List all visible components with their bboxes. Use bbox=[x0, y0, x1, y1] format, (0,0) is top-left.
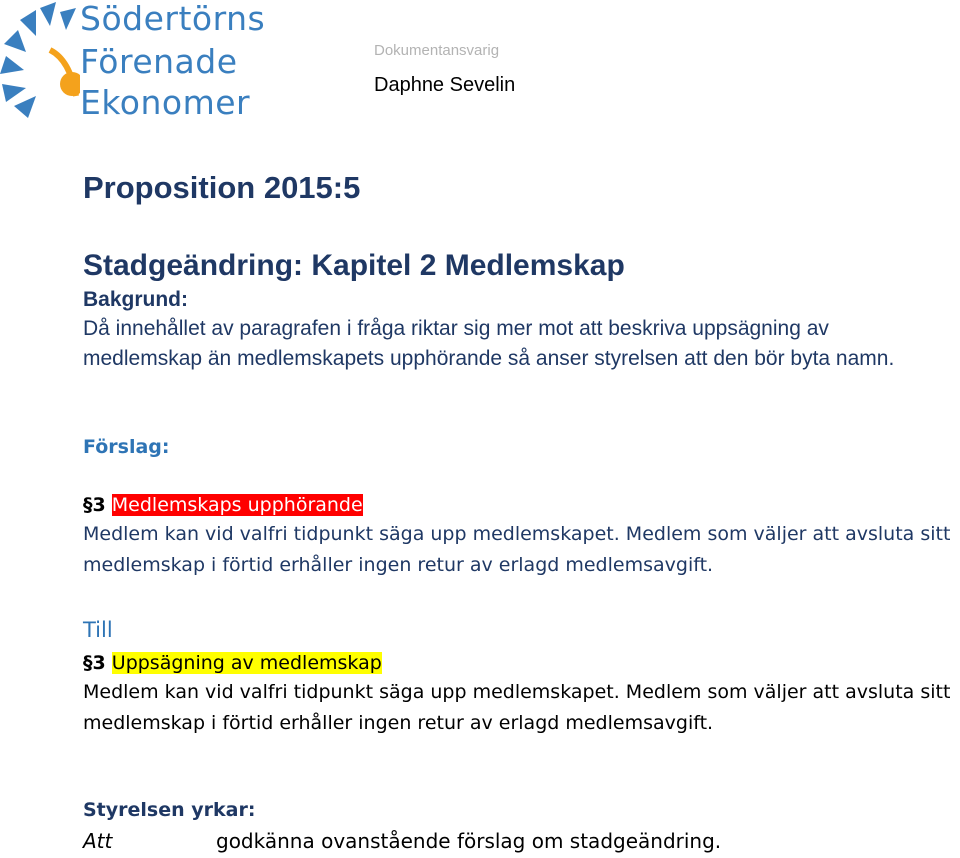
background-heading: Bakgrund: bbox=[83, 288, 188, 311]
background-text: Då innehållet av paragrafen i fråga riktar sig mer mot att beskriva uppsägning av medlemskap än medlemskapets upphörande så anser styrelsen att den bör byta namn. bbox=[83, 317, 895, 370]
resolution-lead: Att bbox=[83, 829, 113, 853]
new-section-title: Uppsägning av medlemskap bbox=[111, 652, 382, 674]
new-section-text: Medlem kan vid valfri tidpunkt säga upp medlemskapet. Medlem som väljer att avsluta sitt medlemskap i förtid erhåller ingen retur av erlagd medlemsavgift. bbox=[83, 681, 951, 734]
document-owner-name: Daphne Sevelin bbox=[374, 74, 516, 96]
till-label: Till bbox=[83, 618, 113, 642]
logo-text-line1: Södertörns bbox=[80, 0, 266, 38]
proposal-heading: Förslag: bbox=[83, 436, 170, 458]
old-section-number: §3 bbox=[83, 494, 106, 516]
board-heading: Styrelsen yrkar: bbox=[83, 799, 256, 821]
old-section-title: Medlemskaps upphörande bbox=[111, 494, 363, 516]
new-section-number: §3 bbox=[83, 652, 106, 674]
document-owner-label: Dokumentansvarig bbox=[374, 42, 500, 59]
resolution-text: godkänna ovanstående förslag om stadgeändring. bbox=[216, 829, 722, 853]
organization-logo bbox=[0, 0, 280, 125]
new-section-heading bbox=[83, 652, 382, 674]
old-section-text: Medlem kan vid valfri tidpunkt säga upp medlemskapet. Medlem som väljer att avsluta sitt medlemskap i förtid erhåller ingen retur av erlagd medlemsavgift. bbox=[83, 523, 951, 576]
sun-rays-icon bbox=[0, 0, 80, 125]
document-subtitle: Stadgeändring: Kapitel 2 Medlemskap bbox=[83, 249, 625, 282]
old-section-heading bbox=[83, 494, 363, 516]
logo-text-line2: Förenade bbox=[80, 42, 238, 81]
logo-text-line3: Ekonomer bbox=[80, 83, 251, 122]
document-title: Proposition 2015:5 bbox=[83, 170, 361, 205]
